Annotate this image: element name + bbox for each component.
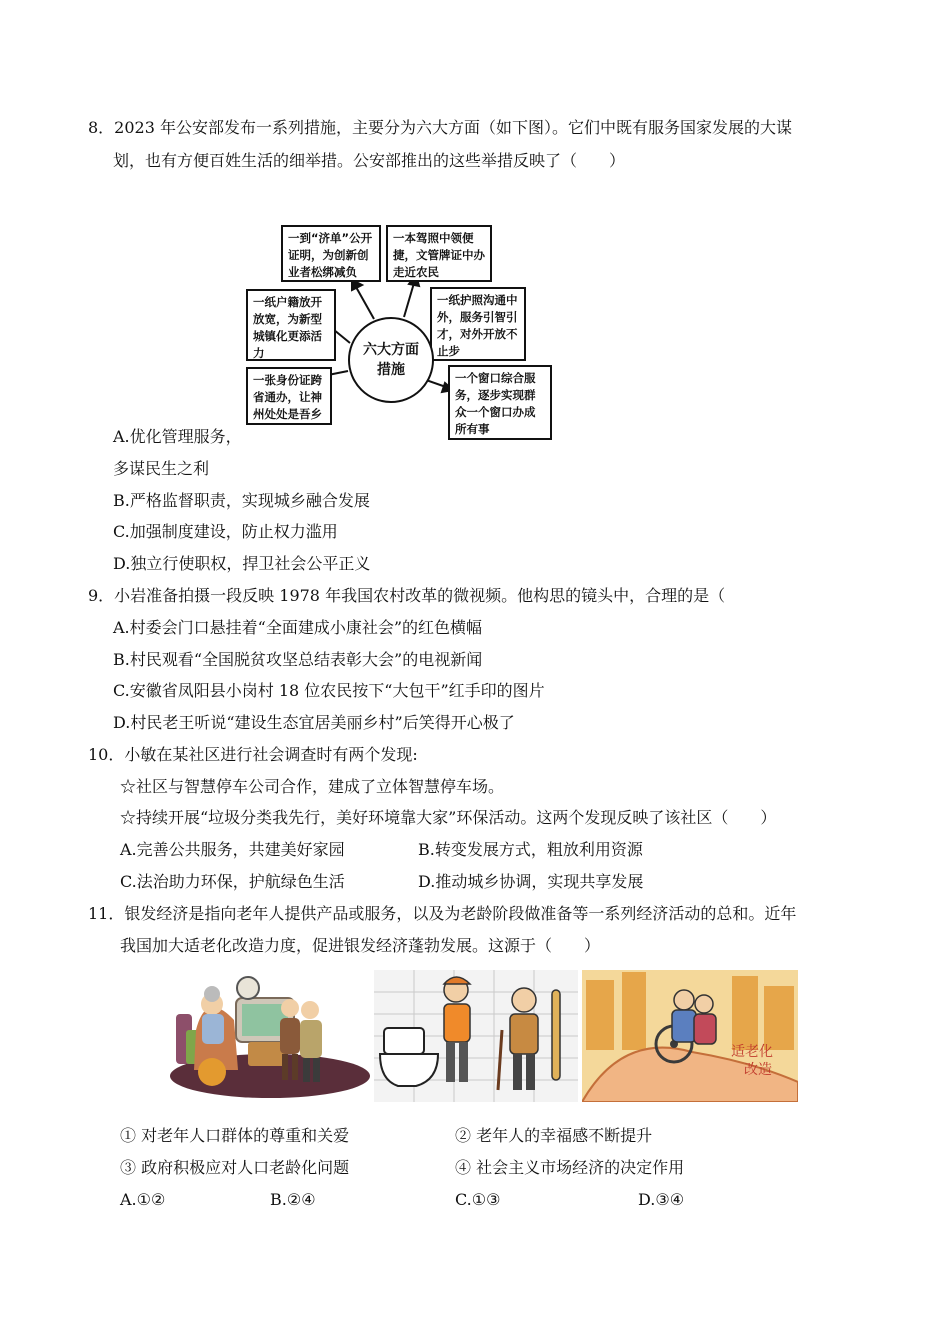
q8-stem-line1: 8．2023 年公安部发布一系列措施，主要分为六大方面（如下图）。它们中既有服务国家发展的大谋 (88, 118, 792, 137)
q9-option-a: A.村委会门口悬挂着“全面建成小康社会”的红色横幅 (113, 618, 483, 637)
toilet-handrail-image (374, 970, 578, 1102)
q8-option-a-line1: A.优化管理服务， (113, 427, 242, 446)
q11-stem-line1: 11．银发经济是指向老年人提供产品或服务，以及为老龄阶段做准备等一系列经济活动的总和。近年 (88, 904, 797, 923)
diagram-center (348, 317, 434, 403)
q8-diagram (246, 225, 556, 440)
q10-option-c: C.法治助力环保，护航绿色生活 (120, 872, 345, 891)
q11-item-1: ① 对老年人口群体的尊重和关爱 (120, 1126, 350, 1145)
age-friendly-renovation-image (582, 970, 798, 1102)
q8-stem-line2: 划，也有方便百姓生活的细举措。公安部推出的这些举措反映了（ ） (113, 151, 626, 170)
diagram-box-4: 一纸护照沟通中外，服务引智引才，对外开放不止步 (430, 287, 526, 361)
pic3-label-line2: 改造 (744, 1062, 772, 1078)
diagram-box-5: 一张身份证跨省通办，让神州处处是吾乡 (246, 367, 332, 425)
q11-option-d: D.③④ (638, 1190, 685, 1209)
q10-option-b: B.转变发展方式，粗放利用资源 (418, 840, 643, 859)
q8-option-b: B.严格监督职责，实现城乡融合发展 (113, 491, 370, 510)
q10-finding-1: ☆社区与智慧停车公司合作，建成了立体智慧停车场。 (120, 777, 505, 796)
elderly-living-room-image (166, 970, 370, 1102)
q8-option-a-line2: 多谋民生之利 (113, 459, 210, 478)
q10-option-a: A.完善公共服务，共建美好家园 (120, 840, 345, 859)
diagram-box-2: 一本驾照中领便捷，文管牌证中办走近农民 (386, 225, 492, 282)
diagram-center-label: 六大方面措施 (363, 342, 419, 378)
diagram-box-1: 一到“济单”公开证明，为创新创业者松绑减负 (281, 225, 381, 282)
q9-stem: 9．小岩准备拍摄一段反映 1978 年我国农村改革的微视频。他构思的镜头中，合理的是（ (88, 586, 726, 605)
pic3-label-line1: 适老化 (731, 1044, 773, 1060)
q9-option-d: D.村民老王听说“建设生态宜居美丽乡村”后笑得开心极了 (113, 713, 515, 732)
q9-option-c: C.安徽省凤阳县小岗村 18 位农民按下“大包干”红手印的图片 (113, 681, 545, 700)
q11-option-a: A.①② (120, 1190, 166, 1209)
q11-option-c: C.①③ (455, 1190, 501, 1209)
q11-item-4: ④ 社会主义市场经济的决定作用 (455, 1158, 685, 1177)
q11-item-3: ③ 政府积极应对人口老龄化问题 (120, 1158, 350, 1177)
q10-stem: 10．小敏在某社区进行社会调查时有两个发现: (88, 745, 418, 764)
q9-option-b: B.村民观看“全国脱贫攻坚总结表彰大会”的电视新闻 (113, 650, 483, 669)
q10-finding-2: ☆持续开展“垃圾分类我先行，美好环境靠大家”环保活动。这两个发现反映了该社区（ ） (120, 808, 777, 827)
diagram-box-6: 一个窗口综合服务，逐步实现群众一个窗口办成所有事 (448, 365, 552, 440)
q8-option-d: D.独立行使职权，捍卫社会公平正义 (113, 554, 371, 573)
diagram-box-3: 一纸户籍放开放宽，为新型城镇化更添活力 (246, 289, 336, 361)
q8-option-c: C.加强制度建设，防止权力滥用 (113, 522, 338, 541)
q11-option-b: B.②④ (270, 1190, 316, 1209)
q11-item-2: ② 老年人的幸福感不断提升 (455, 1126, 653, 1145)
q10-option-d: D.推动城乡协调，实现共享发展 (418, 872, 644, 891)
q11-stem-line2: 我国加大适老化改造力度，促进银发经济蓬勃发展。这源于（ ） (120, 936, 601, 955)
